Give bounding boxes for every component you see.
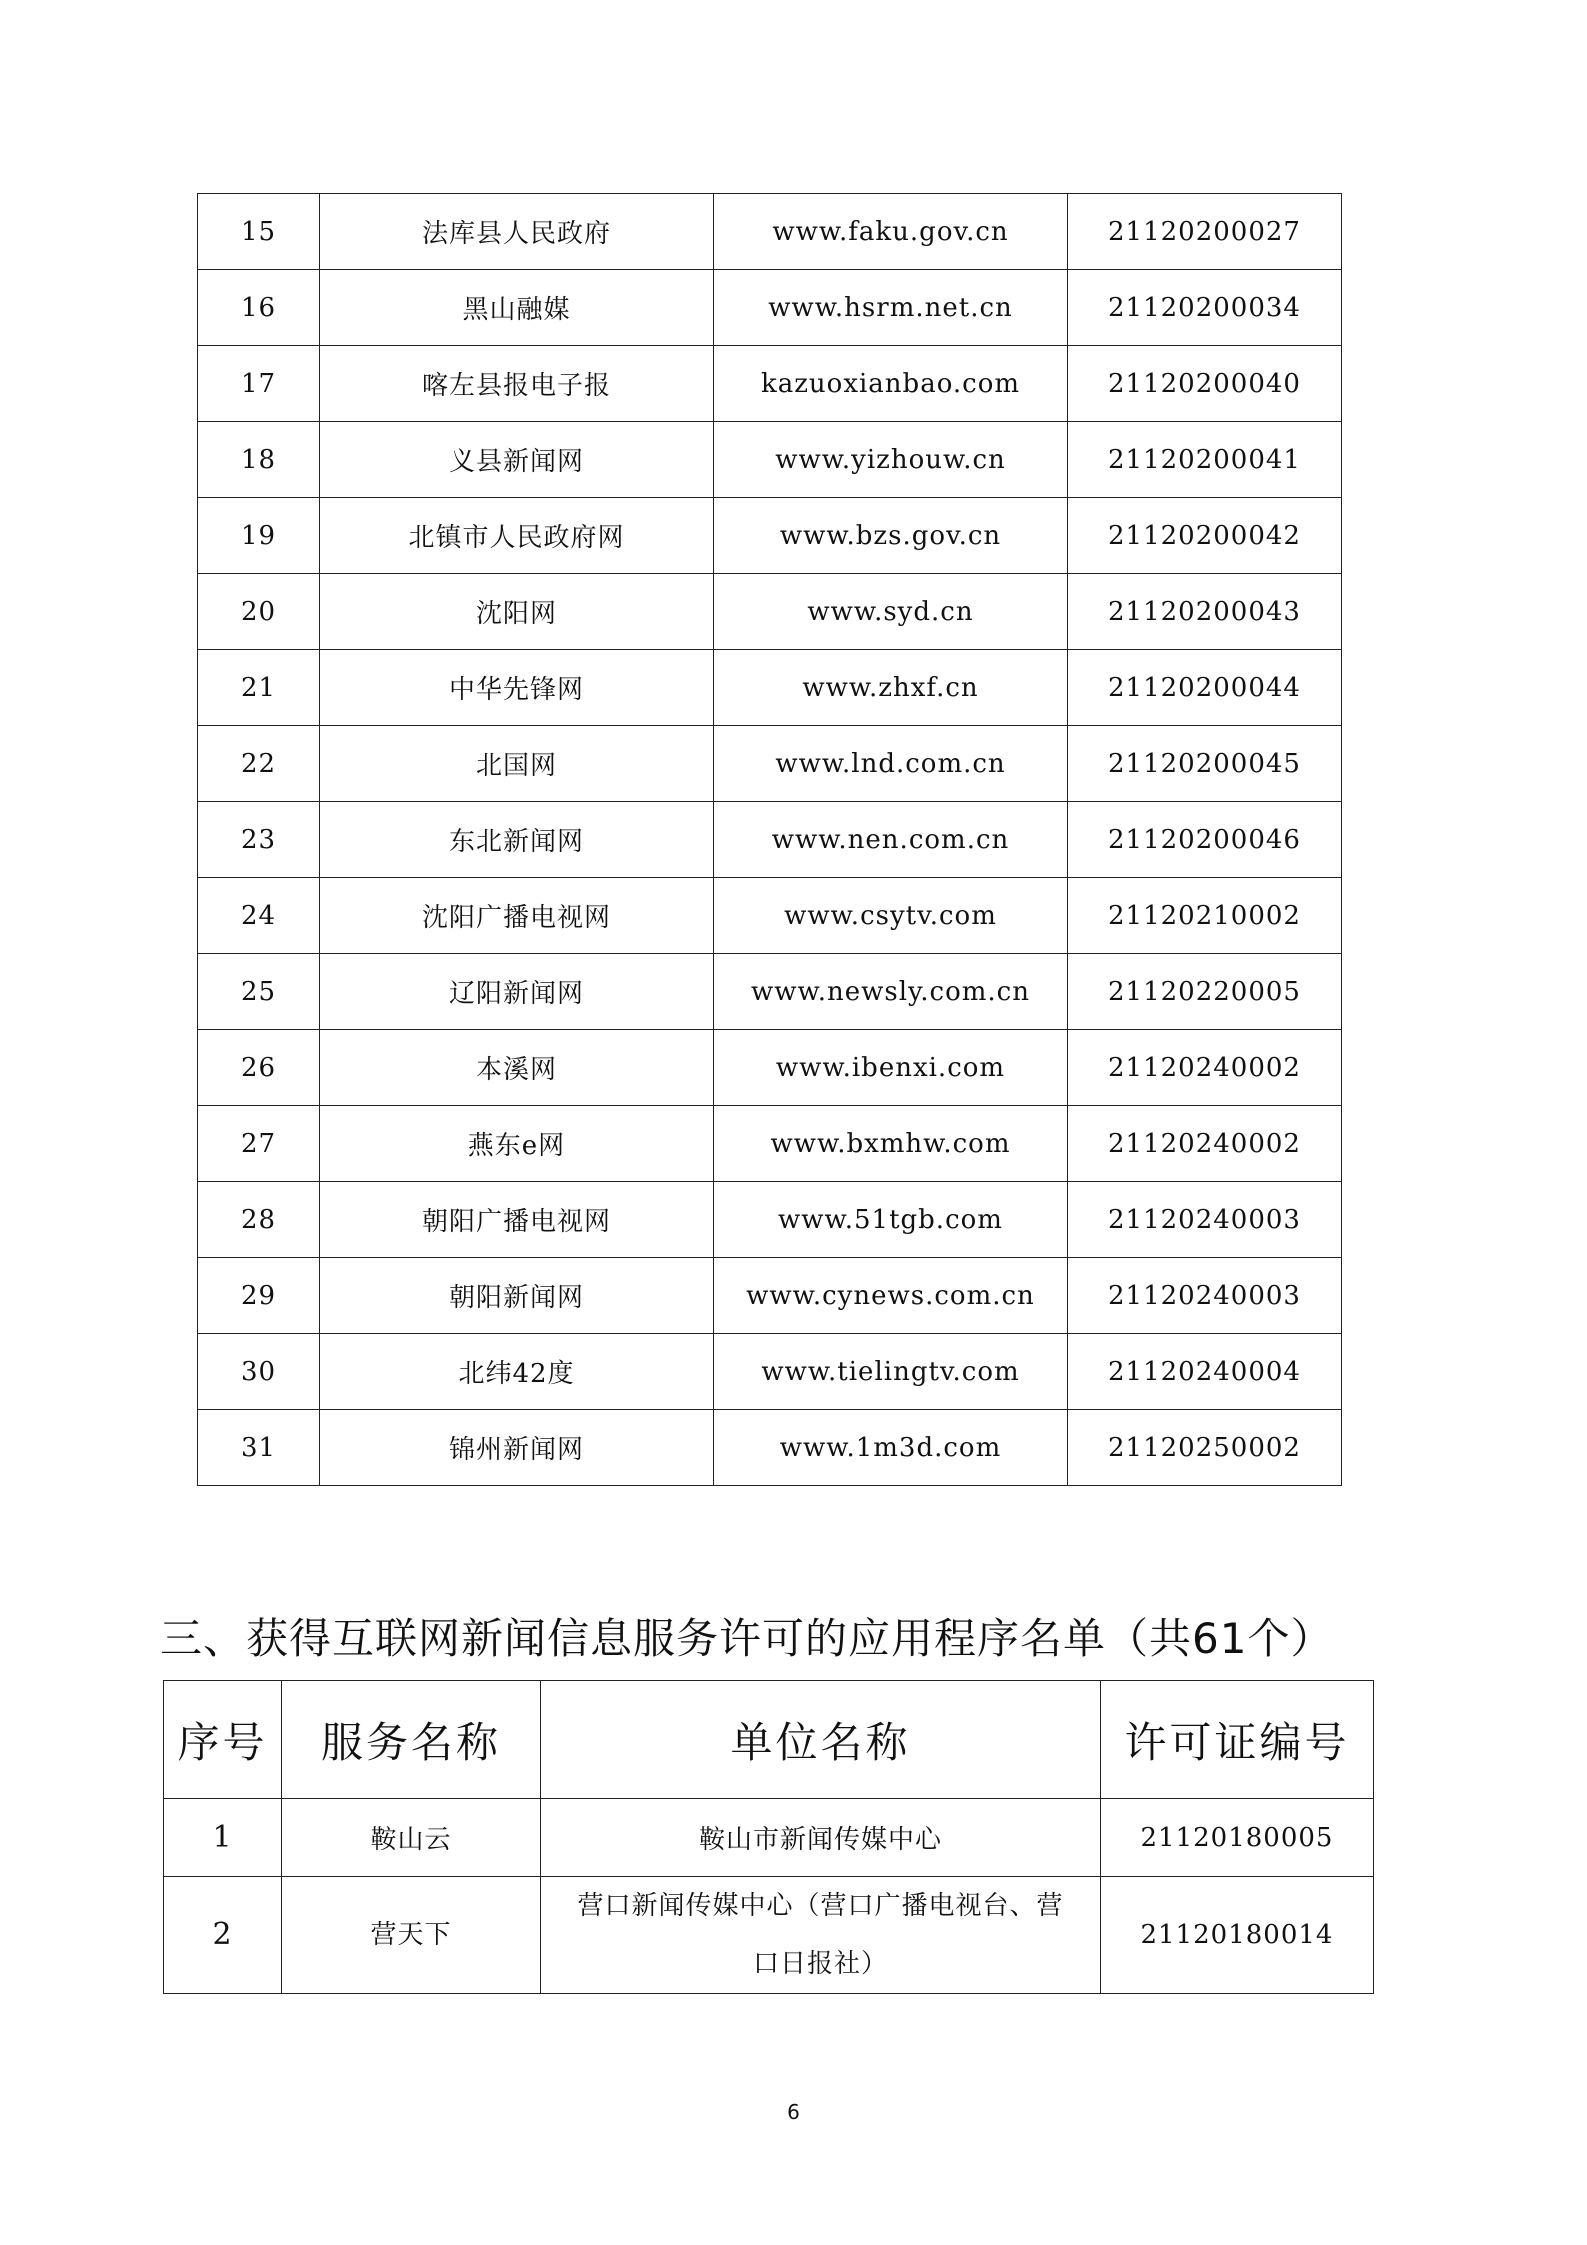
- license-number: 21120200044: [1068, 650, 1342, 726]
- table-row: [164, 1877, 1374, 1994]
- table-row: [198, 1410, 1342, 1486]
- app-list-table: [163, 1680, 1374, 1994]
- license-number: 21120200046: [1068, 802, 1342, 878]
- row-no: 19: [198, 498, 320, 574]
- app-list-header: [164, 1681, 1374, 1799]
- site-url: www.bxmhw.com: [714, 1106, 1068, 1182]
- table-row: [198, 1334, 1342, 1410]
- site-name: 中华先锋网: [320, 650, 714, 726]
- site-url: www.1m3d.com: [714, 1410, 1068, 1486]
- site-name: 本溪网: [320, 1030, 714, 1106]
- site-url: www.syd.cn: [714, 574, 1068, 650]
- license-number: 21120200042: [1068, 498, 1342, 574]
- header-no: 序号: [164, 1681, 282, 1799]
- site-url: www.newsly.com.cn: [714, 954, 1068, 1030]
- license-number: 21120200041: [1068, 422, 1342, 498]
- site-name: 东北新闻网: [320, 802, 714, 878]
- row-no: 27: [198, 1106, 320, 1182]
- site-url: www.tielingtv.com: [714, 1334, 1068, 1410]
- license-number: 21120210002: [1068, 878, 1342, 954]
- site-name: 北纬42度: [320, 1334, 714, 1410]
- license-number: 21120200045: [1068, 726, 1342, 802]
- table-row: [198, 270, 1342, 346]
- table-row: [198, 1030, 1342, 1106]
- site-name: 辽阳新闻网: [320, 954, 714, 1030]
- site-url: www.bzs.gov.cn: [714, 498, 1068, 574]
- site-url: www.51tgb.com: [714, 1182, 1068, 1258]
- license-number: 21120250002: [1068, 1410, 1342, 1486]
- row-no: 31: [198, 1410, 320, 1486]
- header-row: [164, 1681, 1374, 1799]
- site-url: kazuoxianbao.com: [714, 346, 1068, 422]
- license-number: 21120200027: [1068, 194, 1342, 270]
- table-row: [198, 1106, 1342, 1182]
- site-name: 黑山融媒: [320, 270, 714, 346]
- table-row: [198, 1258, 1342, 1334]
- row-no: 29: [198, 1258, 320, 1334]
- row-no: 18: [198, 422, 320, 498]
- site-url: www.lnd.com.cn: [714, 726, 1068, 802]
- table-row: [198, 574, 1342, 650]
- site-name: 燕东e网: [320, 1106, 714, 1182]
- license-number: 21120240002: [1068, 1030, 1342, 1106]
- website-list-table: [197, 193, 1342, 1486]
- site-name: 锦州新闻网: [320, 1410, 714, 1486]
- row-no: 26: [198, 1030, 320, 1106]
- app-list-body: [164, 1799, 1374, 1994]
- table-row: [198, 650, 1342, 726]
- site-url: www.hsrm.net.cn: [714, 270, 1068, 346]
- site-url: www.cynews.com.cn: [714, 1258, 1068, 1334]
- table-row: [198, 422, 1342, 498]
- table-row: [198, 194, 1342, 270]
- table-row: [164, 1799, 1374, 1877]
- license-number: 21120180005: [1101, 1799, 1374, 1877]
- unit-name: 营口新闻传媒中心（营口广播电视台、营口日报社）: [541, 1877, 1101, 1994]
- site-name: 沈阳广播电视网: [320, 878, 714, 954]
- page-number: 6: [787, 2100, 800, 2124]
- site-name: 朝阳广播电视网: [320, 1182, 714, 1258]
- site-name: 义县新闻网: [320, 422, 714, 498]
- site-url: www.nen.com.cn: [714, 802, 1068, 878]
- license-number: 21120180014: [1101, 1877, 1374, 1994]
- row-no: 25: [198, 954, 320, 1030]
- unit-name: 鞍山市新闻传媒中心: [541, 1799, 1101, 1877]
- table-row: [198, 954, 1342, 1030]
- license-number: 21120200043: [1068, 574, 1342, 650]
- license-number: 21120240003: [1068, 1182, 1342, 1258]
- license-number: 21120240004: [1068, 1334, 1342, 1410]
- table-row: [198, 498, 1342, 574]
- site-url: www.yizhouw.cn: [714, 422, 1068, 498]
- row-no: 28: [198, 1182, 320, 1258]
- site-name: 朝阳新闻网: [320, 1258, 714, 1334]
- header-license-number: 许可证编号: [1101, 1681, 1374, 1799]
- row-no: 24: [198, 878, 320, 954]
- site-url: www.faku.gov.cn: [714, 194, 1068, 270]
- site-url: www.csytv.com: [714, 878, 1068, 954]
- section-title: 三、获得互联网新闻信息服务许可的应用程序名单（共61个）: [160, 1614, 1334, 1663]
- site-url: www.ibenxi.com: [714, 1030, 1068, 1106]
- site-name: 法库县人民政府: [320, 194, 714, 270]
- table-row: [198, 878, 1342, 954]
- table-row: [198, 726, 1342, 802]
- license-number: 21120200034: [1068, 270, 1342, 346]
- row-no: 22: [198, 726, 320, 802]
- license-number: 21120240003: [1068, 1258, 1342, 1334]
- row-no: 16: [198, 270, 320, 346]
- row-no: 15: [198, 194, 320, 270]
- service-name: 鞍山云: [282, 1799, 541, 1877]
- site-name: 北镇市人民政府网: [320, 498, 714, 574]
- site-name: 北国网: [320, 726, 714, 802]
- row-no: 20: [198, 574, 320, 650]
- license-number: 21120240002: [1068, 1106, 1342, 1182]
- row-no: 23: [198, 802, 320, 878]
- service-name: 营天下: [282, 1877, 541, 1994]
- website-list-body: [198, 194, 1342, 1486]
- site-name: 沈阳网: [320, 574, 714, 650]
- header-unit-name: 单位名称: [541, 1681, 1101, 1799]
- table-row: [198, 802, 1342, 878]
- site-url: www.zhxf.cn: [714, 650, 1068, 726]
- row-no: 21: [198, 650, 320, 726]
- site-name: 喀左县报电子报: [320, 346, 714, 422]
- license-number: 21120200040: [1068, 346, 1342, 422]
- license-number: 21120220005: [1068, 954, 1342, 1030]
- row-no: 30: [198, 1334, 320, 1410]
- row-no: 17: [198, 346, 320, 422]
- row-no: 1: [164, 1799, 282, 1877]
- table-row: [198, 346, 1342, 422]
- table-row: [198, 1182, 1342, 1258]
- row-no: 2: [164, 1877, 282, 1994]
- header-service-name: 服务名称: [282, 1681, 541, 1799]
